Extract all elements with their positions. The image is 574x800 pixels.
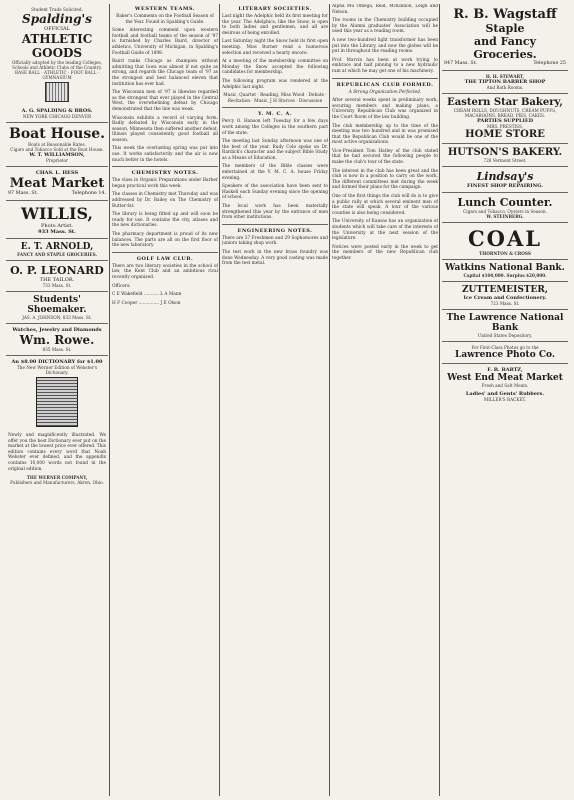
column-rule — [109, 4, 110, 796]
article-paragraph: There are two literary societies in the school of law, the Kent Club and an ambitious rival recently organized. — [112, 263, 218, 280]
article-paragraph: Wisconsin exhibits a record of varying form. Badly defeated by Wisconsin early in the season, Minnesota then suffered another defeat. Illinois played consistently good football all season. — [112, 115, 218, 143]
hess-name: CHAS. L. HESS — [35, 170, 79, 176]
spalding-ad — [6, 4, 108, 123]
stamp-text: Student Trade Solicited. — [31, 7, 83, 12]
photo-company: Lawrence Photo Co. — [454, 350, 555, 360]
article-paragraph: At a meeting of the membership committee on Monday the Snow accepted the following candidates for membership. — [222, 59, 328, 76]
wagstaff-fancy: and Fancy — [473, 35, 537, 48]
officers-row: H F Cooper ............... J E Olson — [112, 300, 181, 306]
article-paragraph: Last night the Adelphic held its first meeting for the year. The Adelphics, like the Snow, is open to both ladies and gentlemen, and all are desirous of being enrolled. — [222, 14, 328, 36]
lindsay-finest: FINEST SHOP REPAIRING. — [466, 183, 543, 189]
miller-name: MILLER'S RACKET. — [483, 397, 527, 402]
engineering-headline: ENGINEERING NOTES. — [237, 227, 313, 234]
zuttemeister-ad — [442, 282, 568, 310]
column-ads-left — [6, 4, 108, 796]
article-paragraph: The interest in the club has been great and the club is now in a position to carry on the work. The different committees met during the week and formed their plans for the campaign. — [332, 168, 438, 191]
article-paragraph: Some interesting comment upon western football and football teams of the season of '97 is furnished by Charles Baird, director of athletics, University of Michigan, in Spalding's Football Guide of 1898. — [112, 28, 218, 56]
article-paragraph: Baird ranks Chicago as champion without admitting that Iowa was almost if not quite as strong, and regards the Chicago team of '97 as the strongest and best balanced eleven that institution has ever had. — [112, 59, 218, 87]
spalding-footer: A. G. SPALDING & BROS. — [21, 108, 93, 114]
coal-sub: THORNTON & CROSS — [479, 251, 531, 256]
westend-title: West End Meat Market — [447, 373, 563, 383]
article-paragraph: This week the overlasting spring was put into use. It works satisfactorily and the air is now much better in the hotels. — [112, 146, 218, 163]
program-list: Music, Quartet · Reading, Miss Wood · Debate · Recitation · Music, J H Sturces · Discussion — [223, 93, 327, 104]
eastern-items: CREAM ROLLS, DOUGHNUTS, CREAM PUFFS, MACAROONS, BREAD, PIES, CAKES. — [453, 108, 557, 118]
steinberg-name: W. STEINBERG. — [486, 214, 524, 219]
hess-ad — [6, 167, 108, 201]
eastern-parties: PARTIES SUPPLIED — [476, 118, 534, 124]
lindsay-ad — [442, 167, 568, 193]
shoemaker-title: Students' Shoemaker. — [27, 295, 87, 315]
lunch-ad — [442, 193, 568, 223]
rowe-ad — [6, 324, 108, 356]
officers-row: C E Wakefield ........... L A Mann — [112, 292, 182, 298]
lawrence-bank-ad — [442, 310, 568, 342]
wagstaff-address: 847 Mass. St. — [444, 61, 478, 66]
spalding-sub: Officially adopted by the leading Colleges, Schools and Athletic Clubs of the Country. — [12, 60, 102, 70]
hutson-ad — [442, 144, 568, 167]
newspaper-page — [6, 4, 568, 796]
divider — [112, 252, 218, 253]
arnold-items: FANCY AND STAPLE GROCERIES. — [17, 252, 97, 257]
home-store: HOME STORE — [465, 129, 545, 140]
club-headline: REPUBLICAN CLUB FORMED. — [336, 81, 434, 88]
werner-name: THE WERNER COMPANY, — [26, 475, 88, 481]
article-paragraph: The local work has been materially strengthened this year by the entrance of men from other institutions. — [222, 204, 328, 221]
article-paragraph: After several weeks spent in preliminary work, securing members and making plans, a University Republican Club was organized in the Court Room of the law building. — [332, 98, 438, 120]
westend-fresh: Fresh and Salt Meats. — [481, 383, 529, 388]
lunch-title: Lunch Counter. — [457, 196, 553, 209]
spalding-cities: NEW YORK CHICAGO DENVER — [22, 114, 92, 119]
article-paragraph: The test work in the new brass foundry was done Wednesday. A very good casting was made from the test metal. — [222, 250, 328, 267]
article-paragraph: Speakers of the association have been sent to Haskell each Sunday evening since the opening of school. — [222, 184, 328, 201]
leonard-name: O. P. LEONARD — [10, 264, 104, 277]
literary-headline: LITERARY SOCIETIES. — [238, 6, 312, 12]
hess-address: 97 Mass. St. — [8, 191, 39, 196]
football-illustration — [45, 82, 69, 102]
hess-telephone: Telephone 14. — [71, 191, 106, 196]
wagstaff-telephone: Telephone 25 — [533, 61, 566, 66]
werner-address: Publishers and Manufacturers, Akron, Ohio. — [10, 480, 104, 486]
column-rule — [219, 4, 220, 796]
article-paragraph: Vice-President Tom Hatley of the club stated that he had secured the following people to make the club's tour of the state. — [332, 148, 438, 166]
column-ads-right — [442, 4, 568, 796]
eastern-title: Eastern Star Bakery, — [447, 97, 563, 108]
rowe-address: 835 Mass. St. — [42, 347, 72, 352]
column-literary — [222, 4, 328, 796]
boathouse-ad — [6, 123, 108, 167]
wagstaff-groceries: Groceries. — [473, 48, 537, 61]
rubbers-title: Ladies' and Gents' Rubbers. — [465, 391, 545, 397]
article-paragraph: The Wisconsin men of '97 is likewise regarded as the strongest that ever played in the Central West, the overwhelming defeat by Chicago demonstrated that the line was weak. — [112, 90, 218, 112]
divider — [222, 224, 328, 225]
article-paragraph: One of the first things the club will do is to give a public rally at which several eminent men of the state will speak. A tour of the various counties is also being considered. — [332, 194, 438, 216]
article-paragraph: There are 37 Freshmen and 29 Sophomores and juniors taking shop work. — [222, 235, 328, 247]
bartz-ad — [442, 364, 568, 405]
article-paragraph: The University of Kansas has an organization of students which will take care of the interests of the University at the next session of the legislature. — [332, 219, 438, 242]
column-rule — [329, 4, 330, 796]
bartz-name: F. B. BARTZ, — [487, 367, 523, 373]
ymca-headline: Y. M. C. A. — [258, 111, 292, 118]
article-paragraph: Last Saturday night the Snow held its first open meeting. Miss Burner read a humorous selection and received a hearty encore. — [222, 39, 328, 56]
article-paragraph: The pharmacy department is proud of its new balances. The parts are all on the first floor of the new laboratory. — [112, 232, 218, 249]
rowe-name: Wm. Rowe. — [19, 333, 95, 347]
leonard-ad — [6, 261, 108, 292]
divider — [332, 78, 438, 79]
boathouse-proprietor: Proprietor — [45, 158, 69, 163]
hutson-address: 726 Vermont Street. — [483, 158, 527, 163]
hutson-title: HUTSON'S BAKERY. — [447, 147, 563, 158]
barber-title: THE TIPTON BARBER SHOP — [464, 79, 546, 85]
arnold-name: E. T. ARNOLD, — [20, 242, 94, 252]
column-western-teams — [112, 4, 218, 796]
hess-meat: Meat Market — [9, 176, 105, 191]
watkins-ad — [442, 260, 568, 282]
wagstaff-name: R. B. Wagstaff — [453, 7, 557, 22]
article-paragraph: The library is being fitted up and will soon be ready for use. It contains the city, atlases and the new dictionaries. — [112, 212, 218, 229]
willis-ad — [6, 201, 108, 239]
boathouse-cigars: Cigars and Tobacco Sold at the Boat House. — [10, 147, 104, 152]
spalding-brand: Spalding's — [22, 12, 92, 26]
lawrence-title: The Lawrence National Bank — [446, 313, 564, 333]
zutt-name: ZUTTEMEISTER, — [461, 285, 549, 295]
dictionary-offer: An $8.00 DICTIONARY for $1.00 — [11, 359, 103, 365]
spalding-official: OFFICIAL — [44, 26, 70, 32]
divider — [112, 166, 218, 167]
lunch-sub: Cigars and Tobacco. Oysters in Season. — [463, 209, 547, 214]
law-club-headline: GOLF LAW CLUB. — [136, 255, 194, 262]
willis-name: WILLIS, — [21, 204, 93, 223]
zutt-address: 723 Mass. St. — [490, 301, 520, 306]
wagstaff-ad — [442, 4, 568, 71]
article-paragraph: The rooms in the Chemistry building occupied by the Alumni graduates' Association will be used this year as a reading room. — [332, 18, 438, 35]
watkins-capital: Capital $100,000. Surplus $20,000. — [463, 273, 547, 278]
boathouse-sub: Boats at Reasonable Rates. — [28, 142, 86, 147]
photo-intro: For First-Class Photos go to the — [471, 345, 539, 350]
dictionary-illustration — [36, 377, 78, 427]
leonard-address: 733 Mass. St. — [42, 283, 72, 288]
lindsay-title: Lindsay's — [476, 170, 534, 183]
western-teams-deck: Baker's Comments on the Football Season of the Year. Found in Spalding's Guide. — [116, 14, 214, 25]
article-paragraph: A new two-hundred light transformer has been put into the Library, and now the globes will be put in throughout the reading rooms. — [332, 37, 438, 55]
leonard-sub: THE TAILOR. — [39, 277, 75, 283]
article-paragraph: Alpha Mu Omega, Reid, McKinnon, Leigh and Nelson. — [332, 4, 438, 15]
eastern-owner: MRS. PRESTISS, — [486, 124, 523, 129]
article-paragraph: The class in Organic Preparations under Barber began practical work this week. — [112, 178, 218, 189]
lawrence-sub: United States Depository. — [477, 333, 533, 338]
western-teams-headline: WESTERN TEAMS. — [134, 6, 196, 12]
eastern-star-ad — [442, 94, 568, 144]
divider — [222, 107, 328, 108]
boathouse-owner: W. T. WILLIAMSON, — [29, 152, 85, 158]
article-paragraph: The meeting last Sunday afternoon was one of the best of the year. Rudy Cole spoke on Dr. Rardick's character and the subject Bible Study as a Means of Education. — [222, 139, 328, 161]
dictionary-sub: The New Werner Edition of Webster's Dictionary. — [16, 365, 98, 375]
article-paragraph: The club membership up to the time of the meeting was two hundred and in was promised that the Republican Club would be one of the most active organizations. — [332, 123, 438, 146]
club-subhead: A Strong Organization Perfected. — [348, 89, 422, 95]
willis-address: 933 Mass. St. — [38, 229, 76, 235]
willis-sub: Photo Artist. — [41, 223, 73, 229]
article-paragraph: Percy O. Hanson left Tuesday for a few days work among the Colleges in the southern part of the state. — [222, 119, 328, 136]
program-intro: The following program was rendered at the Adelphic last night. — [222, 78, 328, 90]
article-paragraph: The classes in Chemistry met Thursday and was addressed by Dr. Bailey on The Chemistry of Butter-fat. — [112, 192, 218, 209]
wagstaff-staple: Staple — [485, 22, 525, 35]
photo-ad — [442, 342, 568, 364]
article-paragraph: Prof. Marvin has been at work trying to embrace and half pinning to a new hydraulic ram at which he may get one of his machinery. — [332, 57, 438, 74]
arnold-ad — [6, 239, 108, 261]
column-rule — [439, 4, 440, 796]
watkins-title: Watkins National Bank. — [445, 263, 565, 273]
barber-ad — [442, 71, 568, 94]
article-paragraph: The members of the Bible classes were entertained at the Y. M. C. A. house Friday evening. — [222, 164, 328, 181]
spalding-athletic: ATHLETIC — [21, 32, 93, 46]
dictionary-ad — [6, 356, 108, 488]
officers-label: Officers: — [112, 283, 131, 289]
dictionary-body: Newly and magnificently illustrated. We offer you the best Dictionary ever put on the market at the lowest price ever offered. This edition contains every word that Noah Webster ever defined, and the appendix contains 10,000 words not found in the original edition. — [8, 433, 106, 472]
chemistry-headline: CHEMISTRY NOTES. — [131, 170, 199, 177]
barber-sub: And Bath Rooms. — [486, 85, 524, 90]
shoemaker-name: JAS. A. JOHNSON, 833 Mass. St. — [22, 315, 92, 320]
coal-ad — [442, 223, 568, 260]
spalding-goods: GOODS — [31, 46, 83, 60]
coal-title: COAL — [467, 226, 543, 251]
watches-title: Watches, Jewelry and Diamonds — [12, 327, 102, 333]
boathouse-title: Boat House. — [9, 126, 105, 142]
spalding-items: BASE BALL · ATHLETIC · FOOT BALL · GYMNASIUM — [15, 70, 99, 80]
barber-owner: H. H. STEWART, — [485, 74, 525, 79]
article-paragraph: Notices were posted early in the week to get the members of the new Republican club together. — [332, 244, 438, 261]
column-republican-club — [332, 4, 438, 796]
zutt-sub: Ice Cream and Confectionery. — [463, 295, 547, 301]
shoemaker-ad — [6, 292, 108, 324]
